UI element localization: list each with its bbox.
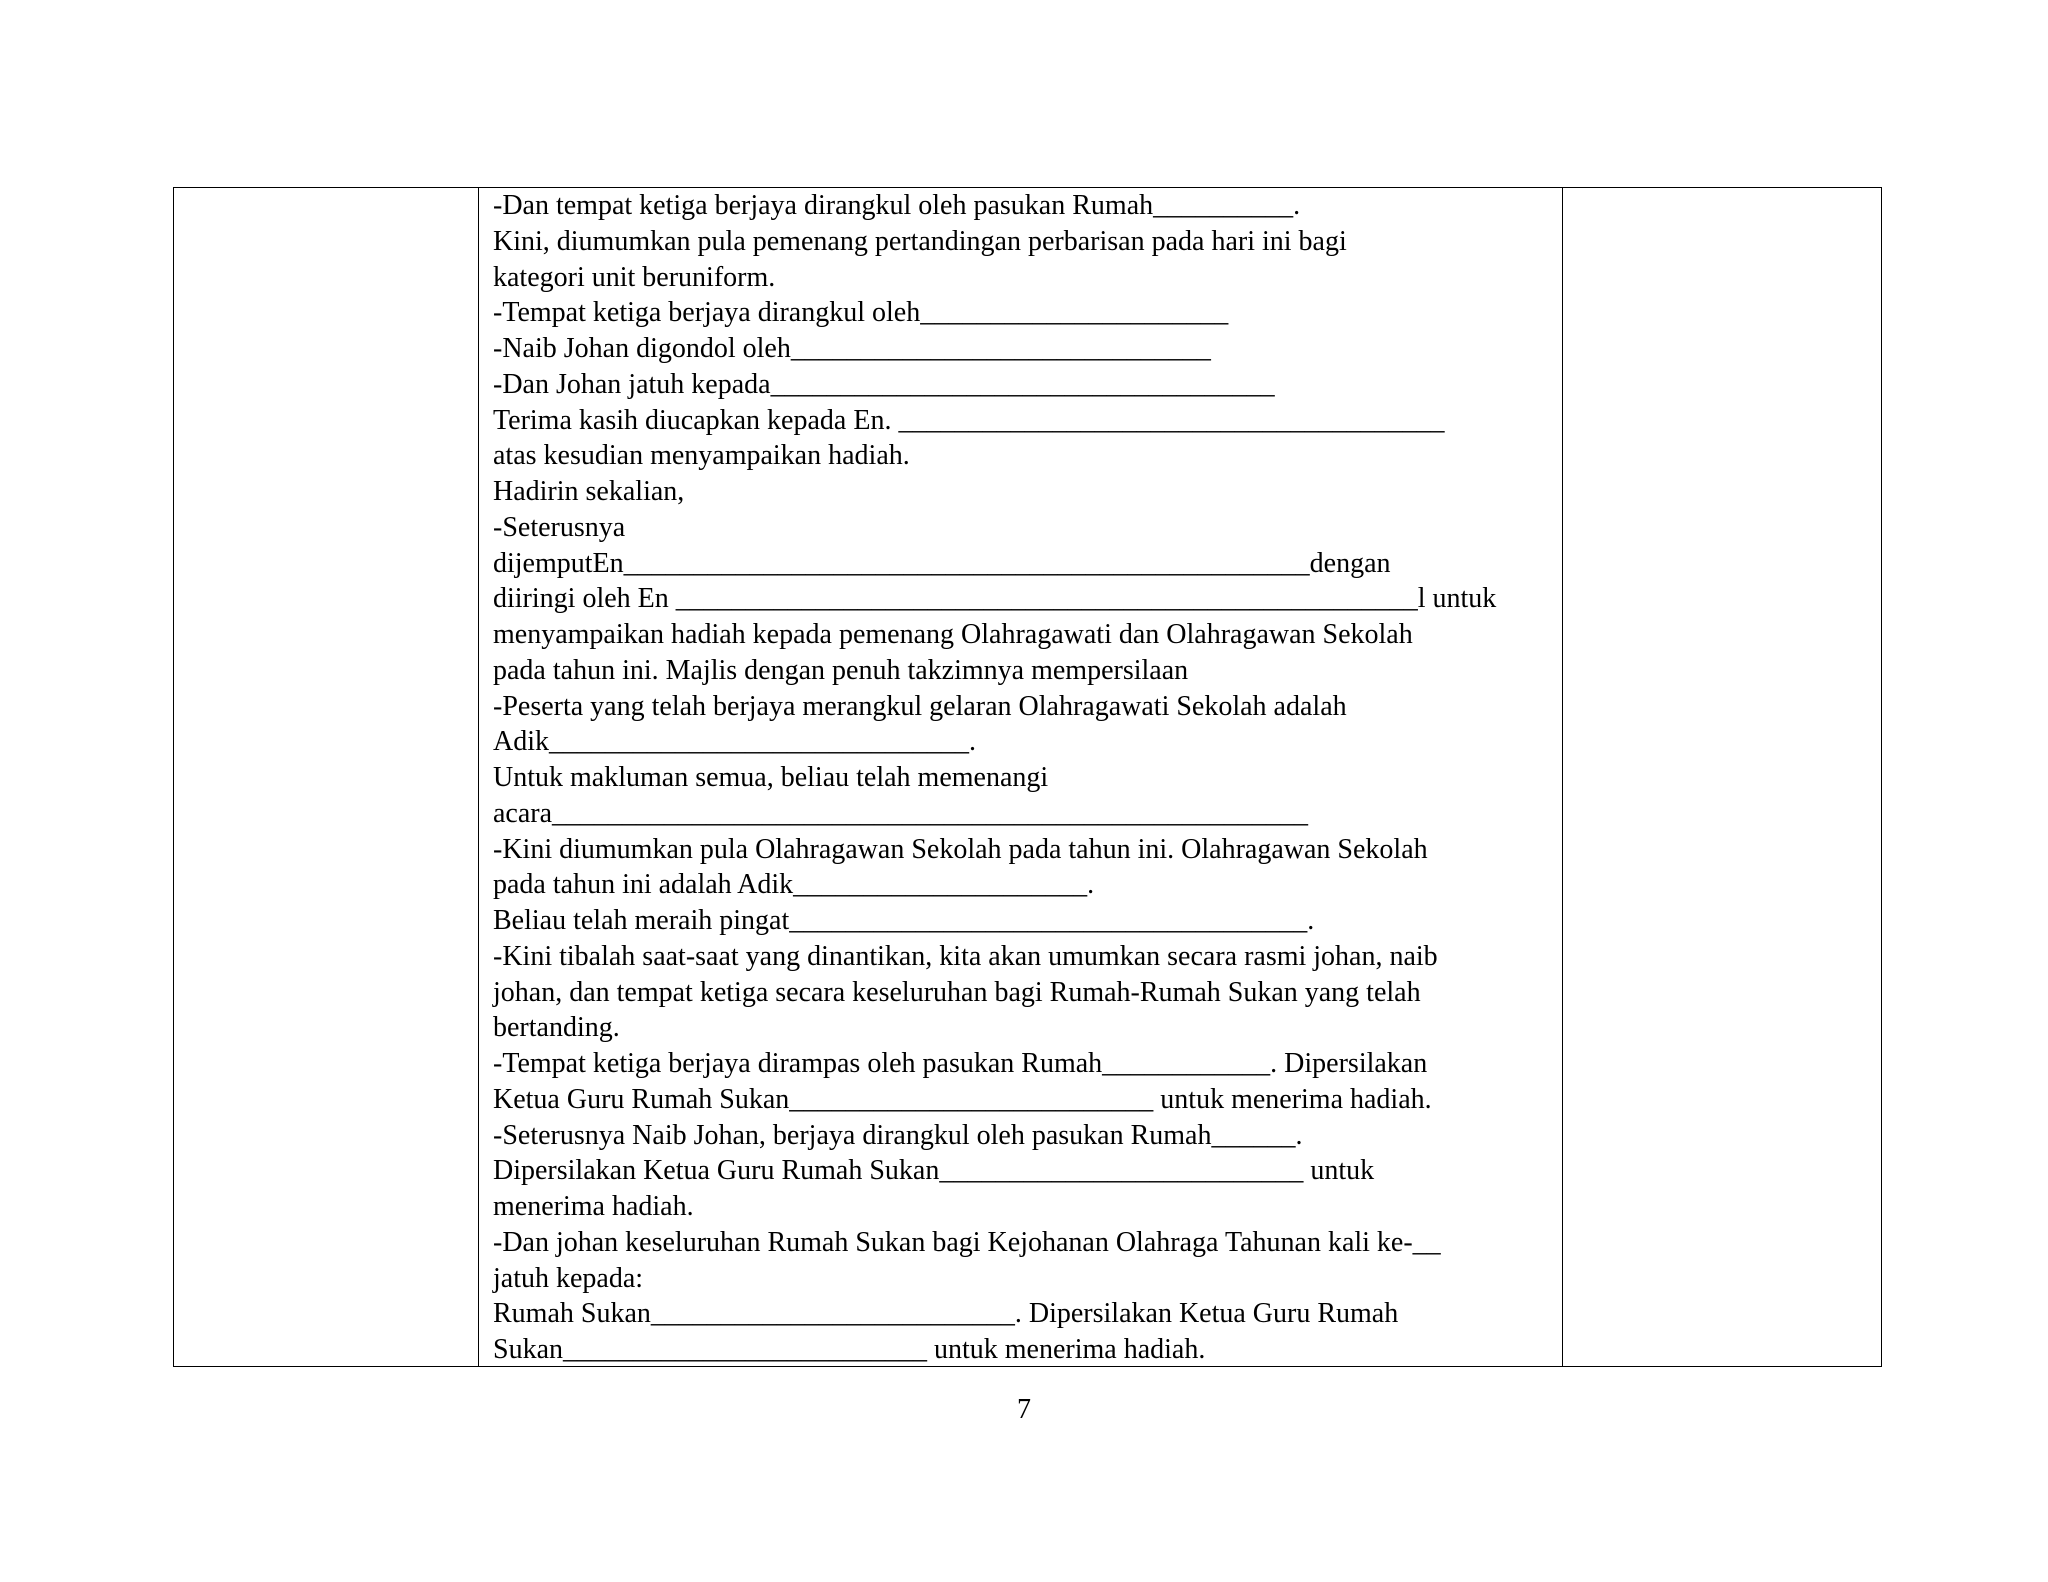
text-line: menyampaikan hadiah kepada pemenang Olahragawati dan Olahragawan Sekolah [493,619,1413,650]
page-number: 7 [1017,1394,1031,1425]
text-line: -Naib Johan digondol oleh______________________________ [493,333,1211,364]
text-line: Dipersilakan Ketua Guru Rumah Sukan__________________________ untuk [493,1155,1375,1187]
text-line: Adik______________________________. [493,726,976,758]
text-line: Untuk makluman semua, beliau telah memenangi [493,762,1049,793]
text-line: -Dan johan keseluruhan Rumah Sukan bagi Kejohanan Olahraga Tahunan kali ke-__ [493,1226,1441,1258]
text-line: Beliau telah meraih pingat_____________________________________. [493,905,1315,936]
text-line: -Kini tibalah saat-saat yang dinantikan, kita akan umumkan secara rasmi johan, naib [493,940,1438,972]
table-cell-content [493,188,1558,1366]
text-line: -Tempat ketiga berjaya dirangkul oleh______________________ [493,297,1229,329]
text-line: Hadirin sekalian, [493,476,685,507]
column-divider-right [1562,188,1563,1366]
text-line: Kini, diumumkan pula pemenang pertandingan perbarisan pada hari ini bagi [493,225,1347,257]
text-line: diiringi oleh En _____________________________________________________l untuk [493,583,1497,615]
text-line: pada tahun ini. Majlis dengan penuh takzimnya mempersilaan [493,654,1189,686]
text-line: menerima hadiah. [493,1191,694,1222]
text-line: Ketua Guru Rumah Sukan__________________________ untuk menerima hadiah. [493,1083,1432,1115]
text-line: kategori unit beruniform. [493,261,776,293]
text-line: -Dan Johan jatuh kepada____________________________________ [493,368,1275,400]
text-line: johan, dan tempat ketiga secara keseluruhan bagi Rumah-Rumah Sukan yang telah [493,976,1421,1008]
column-divider-left [478,188,479,1366]
text-line: -Seterusnya [493,511,626,543]
text-line: atas kesudian menyampaikan hadiah. [493,440,910,472]
table-cell-right [1564,188,1881,1366]
text-line: acara______________________________________________________ [493,797,1309,829]
text-line: -Peserta yang telah berjaya merangkul gelaran Olahragawati Sekolah adalah [493,690,1347,722]
text-line: Rumah Sukan__________________________. Dipersilakan Ketua Guru Rumah [493,1298,1399,1330]
text-line: -Tempat ketiga berjaya dirampas oleh pasukan Rumah____________. Dipersilakan [493,1048,1428,1079]
text-line: -Dan tempat ketiga berjaya dirangkul oleh pasukan Rumah__________. [493,190,1301,221]
text-line: Sukan__________________________ untuk menerima hadiah. [493,1334,1206,1365]
document-table [173,187,1882,1367]
text-line: jatuh kepada: [493,1262,644,1294]
text-line: -Seterusnya Naib Johan, berjaya dirangkul oleh pasukan Rumah______. [493,1119,1303,1151]
table-cell-left [174,188,478,1366]
text-line: Terima kasih diucapkan kepada En. _______________________________________ [493,404,1445,436]
text-line: pada tahun ini adalah Adik_____________________. [493,869,1095,901]
text-line: bertanding. [493,1012,620,1044]
text-line: dijemputEn_________________________________________________dengan [493,547,1391,579]
text-line: -Kini diumumkan pula Olahragawan Sekolah pada tahun ini. Olahragawan Sekolah [493,833,1428,865]
